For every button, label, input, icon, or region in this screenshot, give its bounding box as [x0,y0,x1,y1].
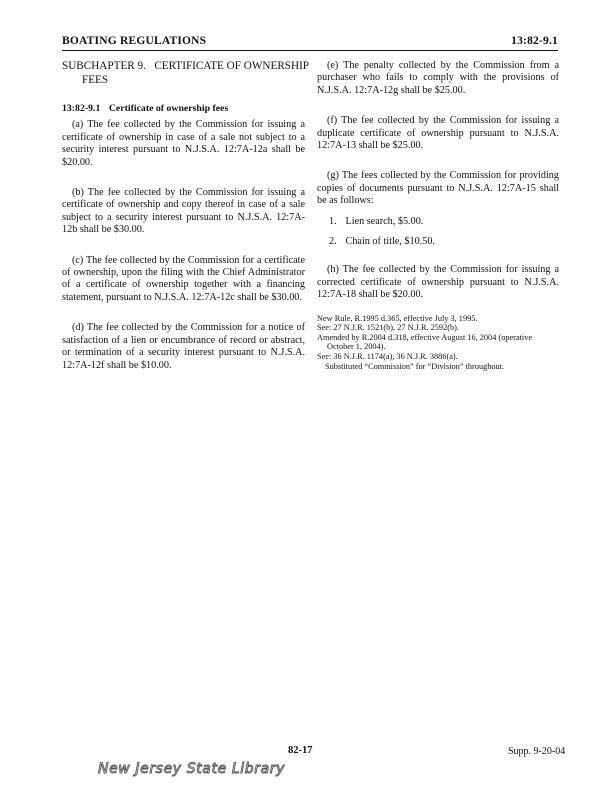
paragraph-b: (b) The fee collected by the Commission for issuing a certificate of ownership and copy thereof in case of a sale subject to a security interest pursuant to N.J.S.A. 12:7A-12b shall be $30.00. [62,187,305,236]
subchapter-heading [62,60,310,87]
history-notes [317,314,559,372]
list-item-number: 2. [329,236,337,248]
header-rule [62,50,558,51]
section-number: 13:82-9.1 [62,103,101,114]
subchapter-heading-line1: SUBCHAPTER 9. CERTIFICATE OF OWNERSHIP [62,60,310,72]
list-item [317,216,559,228]
paragraph-h: (h) The fee collected by the Commission for issuing a corrected certificate of ownership pursuant to N.J.S.A. 12:7A-18 shall be $20.00. [317,264,559,301]
history-see-1: See: 27 N.J.R. 1521(b), 27 N.J.R. 2592(b). [317,323,459,333]
page-number: 82-17 [288,745,313,756]
section-heading [62,103,305,115]
right-column [317,60,559,371]
paragraph-c: (c) The fee collected by the Commission for a certificate of ownership, upon the filing with the Chief Administrator of a certificate of ownership together with a financing statement, pursuant to N.J.S.A. 12:7A-12c shall be $30.00. [62,254,305,303]
subchapter-heading-line2: FEES [82,73,109,86]
header-section-number: 13:82-9.1 [511,35,558,47]
paragraph-d: (d) The fee collected by the Commission for a notice of satisfaction of a lien or encumbrance of record or abstract, or termination of a security interest pursuant to N.J.S.A. 12:7A-12f shall be $10.00. [62,322,305,371]
list-item-text: Chain of title, $10.50. [345,236,435,248]
paragraph-g: (g) The fees collected by the Commission for providing copies of documents pursuant to N.J.S.A. 12:7A-15 shall be as follows: [317,170,559,207]
running-header [62,34,558,50]
fee-list [317,216,559,249]
history-amended: Amended by R.2004 d.318, effective August 16, 2004 (operative October 1, 2004). [317,332,533,352]
list-item-number: 1. [329,215,337,227]
library-watermark: New Jersey State Library [98,761,285,777]
list-item [317,236,559,248]
left-column [62,60,310,390]
section-title: Certificate of ownership fees [108,103,229,114]
header-title: BOATING REGULATIONS [62,35,207,47]
paragraph-f: (f) The fee collected by the Commission for issuing a duplicate certificate of ownership pursuant to N.J.S.A. 12:7A-13 shall be $25.00. [317,115,559,152]
paragraph-e: (e) The penalty collected by the Commission from a purchaser who fails to comply with the provisions of N.J.S.A. 12:7A-12g shall be $25.00. [317,60,559,96]
supplement-date: Supp. 9-20-04 [508,746,566,757]
history-new-rule: New Rule, R.1995 d.365, effective July 3, 1995. [317,313,478,323]
history-see-2: See: 36 N.J.R. 1174(a), 36 N.J.R. 3886(a). [317,352,458,362]
paragraph-a: (a) The fee collected by the Commission for issuing a certificate of ownership in case of a sale not subject to a security interest pursuant to N.J.S.A. 12:7A-12a shall be $20.00. [62,119,305,168]
list-item-text: Lien search, $5.00. [345,215,424,227]
history-note: Substituted “Commission” for “Division” throughout. [325,361,505,371]
